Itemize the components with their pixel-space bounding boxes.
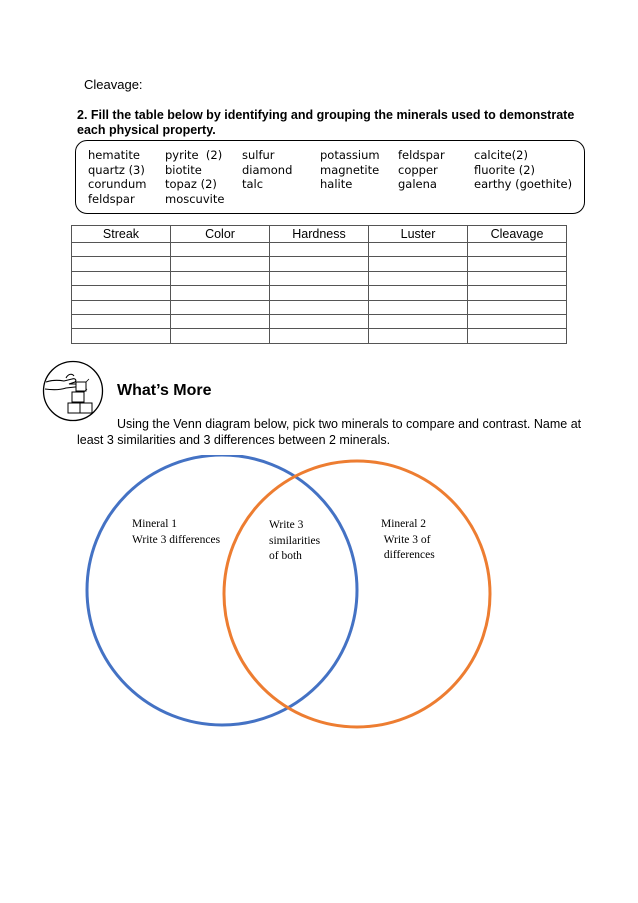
table-row xyxy=(72,243,567,257)
table-cell[interactable] xyxy=(72,243,171,257)
mineral-column-4 xyxy=(320,148,380,192)
mineral-item: potassium xyxy=(320,148,380,162)
table-cell[interactable] xyxy=(171,329,270,343)
table-cell[interactable] xyxy=(369,300,468,314)
table-cell[interactable] xyxy=(171,314,270,328)
table-cell[interactable] xyxy=(369,271,468,285)
mineral-item: corundum xyxy=(88,177,147,191)
table-row xyxy=(72,329,567,343)
mineral-item: talc xyxy=(242,177,264,191)
table-cell[interactable] xyxy=(468,286,567,300)
table-cell[interactable] xyxy=(369,286,468,300)
header-cleavage: Cleavage xyxy=(468,226,567,243)
mineral-item: topaz (2) xyxy=(165,177,217,191)
table-body xyxy=(72,243,567,344)
table-cell[interactable] xyxy=(270,300,369,314)
mineral-item: magnetite xyxy=(320,162,380,177)
hand-stacking-blocks-icon xyxy=(42,360,104,422)
table-row xyxy=(72,257,567,271)
mineral-item: galena xyxy=(398,177,437,191)
mineral-column-5 xyxy=(398,148,445,192)
header-color: Color xyxy=(171,226,270,243)
venn-right-text: Mineral 2 Write 3 of differences xyxy=(381,518,435,561)
section-title: What’s More xyxy=(117,382,212,399)
mineral-list-box xyxy=(75,140,585,214)
mineral-item: feldspar xyxy=(398,148,445,162)
header-hardness: Hardness xyxy=(270,226,369,243)
mineral-item: pyrite (2) xyxy=(165,148,223,162)
table-cell[interactable] xyxy=(171,243,270,257)
table-cell[interactable] xyxy=(369,257,468,271)
table-cell[interactable] xyxy=(171,300,270,314)
question-2: 2. Fill the table below by identifying and grouping the minerals used to demonstrate each physical property. xyxy=(77,108,575,137)
table-cell[interactable] xyxy=(468,300,567,314)
cleavage-label: Cleavage: xyxy=(84,77,143,92)
mineral-item: feldspar xyxy=(88,191,135,206)
mineral-item: copper xyxy=(398,162,438,177)
mineral-item: diamond xyxy=(242,162,293,177)
header-streak: Streak xyxy=(72,226,171,243)
mineral-column-1 xyxy=(88,148,146,206)
table-cell[interactable] xyxy=(468,271,567,285)
table-cell[interactable] xyxy=(468,243,567,257)
table-cell[interactable] xyxy=(72,314,171,328)
table-cell[interactable] xyxy=(72,329,171,343)
mineral-column-6 xyxy=(474,148,572,192)
table-cell[interactable] xyxy=(270,329,369,343)
mineral-item: quartz (3) xyxy=(88,162,145,177)
instructions: Using the Venn diagram below, pick two minerals to compare and contrast. Name at least 3 similarities and 3 differences between 2 minerals. xyxy=(77,417,582,447)
venn-middle-text: Write 3 similarities of both xyxy=(269,519,321,562)
table-cell[interactable] xyxy=(270,314,369,328)
venn-diagram xyxy=(80,455,500,730)
table-row xyxy=(72,286,567,300)
table-cell[interactable] xyxy=(72,300,171,314)
mineral-column-2 xyxy=(165,148,224,206)
mineral-column-3 xyxy=(242,148,292,192)
table-cell[interactable] xyxy=(369,314,468,328)
table-cell[interactable] xyxy=(171,271,270,285)
mineral-item: sulfur xyxy=(242,148,275,162)
property-table xyxy=(71,225,567,344)
table-cell[interactable] xyxy=(270,286,369,300)
table-cell[interactable] xyxy=(171,257,270,271)
mineral-item: hematite xyxy=(88,148,140,162)
venn-circle-left xyxy=(87,455,357,725)
table-cell[interactable] xyxy=(270,257,369,271)
table-cell[interactable] xyxy=(270,271,369,285)
table-cell[interactable] xyxy=(171,286,270,300)
table-row xyxy=(72,314,567,328)
mineral-item: calcite(2) xyxy=(474,148,528,162)
table-header-row xyxy=(72,226,567,243)
mineral-item: earthy (goethite) xyxy=(474,177,573,191)
table-cell[interactable] xyxy=(72,257,171,271)
mineral-item: halite xyxy=(320,177,353,191)
table-row xyxy=(72,271,567,285)
mineral-item: fluorite (2) xyxy=(474,162,536,177)
venn-left-text: Mineral 1 Write 3 differences xyxy=(132,518,221,546)
table-cell[interactable] xyxy=(369,329,468,343)
table-cell[interactable] xyxy=(270,243,369,257)
table-cell[interactable] xyxy=(468,257,567,271)
table-cell[interactable] xyxy=(369,243,468,257)
table-cell[interactable] xyxy=(468,329,567,343)
table-cell[interactable] xyxy=(72,286,171,300)
mineral-item: moscuvite xyxy=(165,191,225,206)
header-luster: Luster xyxy=(369,226,468,243)
table-cell[interactable] xyxy=(468,314,567,328)
mineral-item: biotite xyxy=(165,162,202,177)
table-cell[interactable] xyxy=(72,271,171,285)
table-row xyxy=(72,300,567,314)
